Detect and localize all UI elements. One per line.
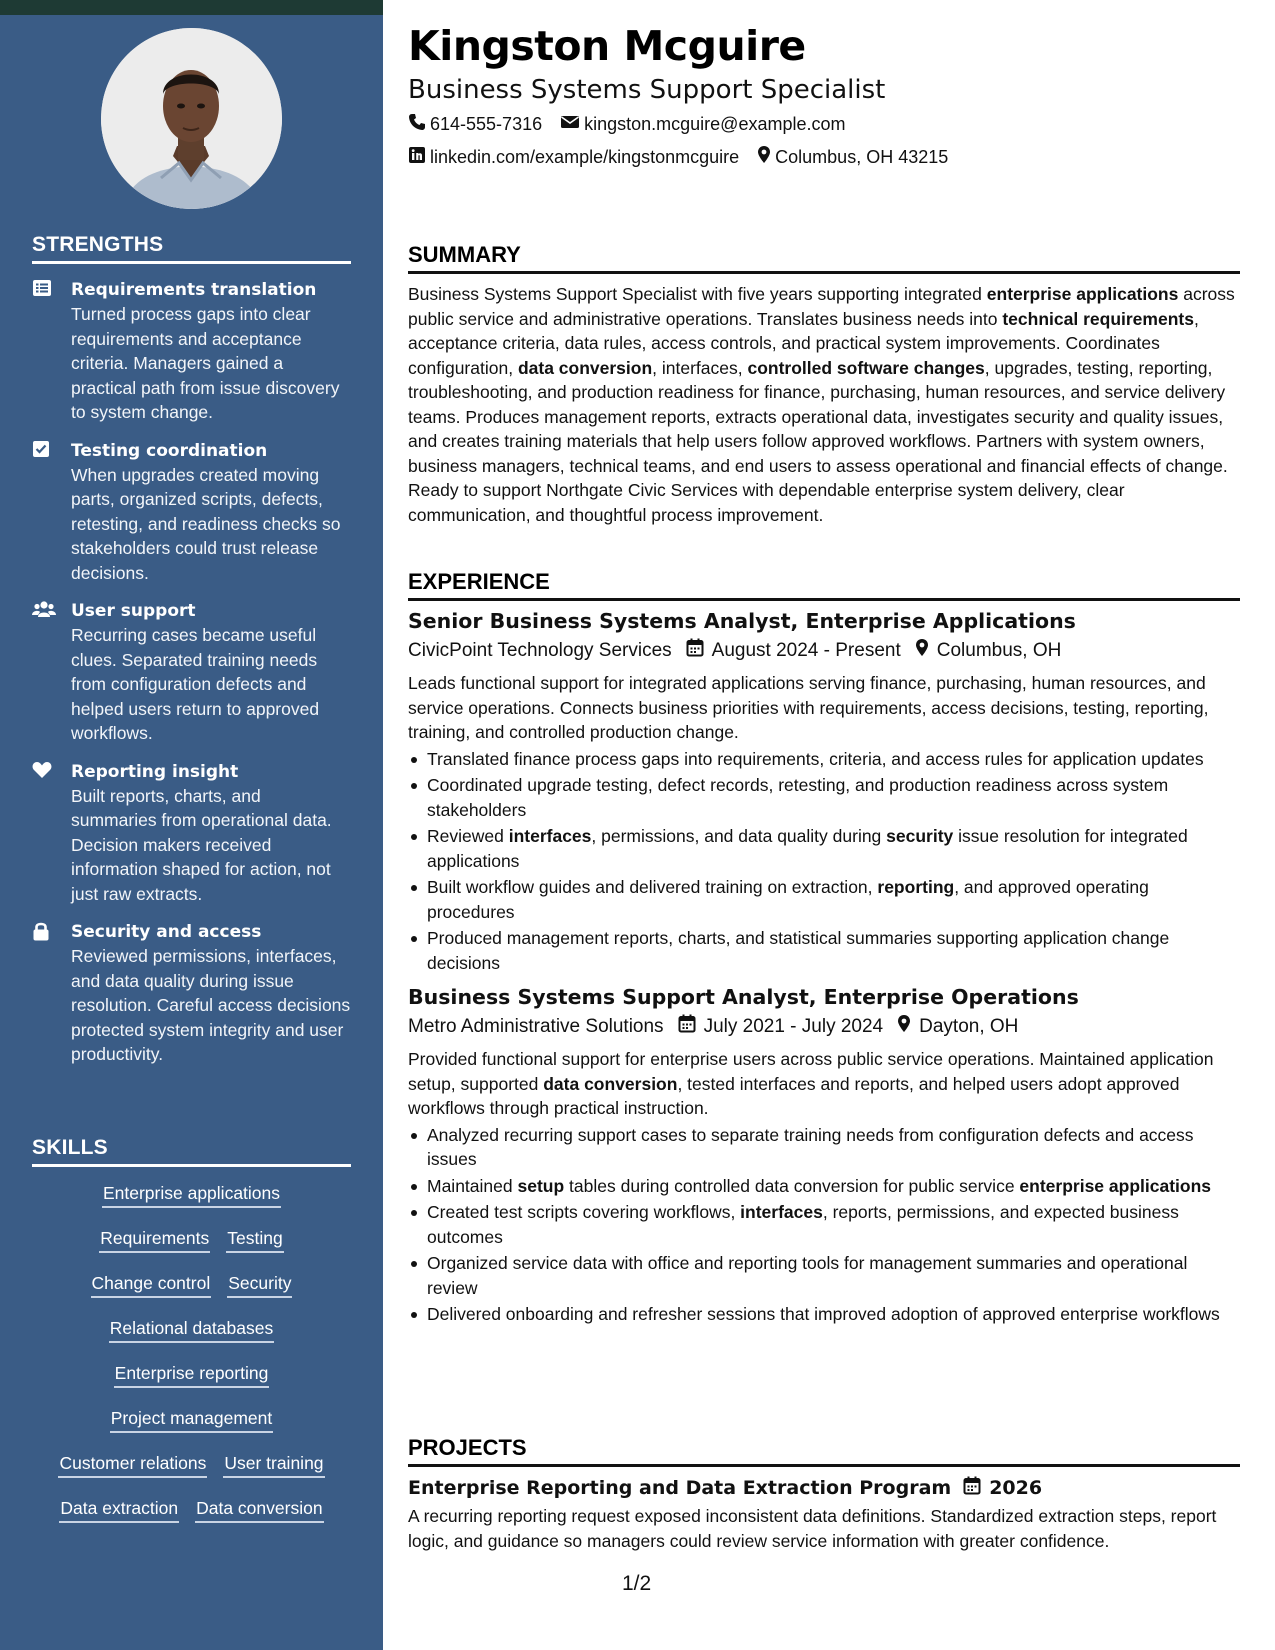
- bullet-item: [408, 1123, 1240, 1172]
- job-location: Dayton, OH: [919, 1015, 1019, 1037]
- skill-tag: Enterprise applications: [102, 1181, 281, 1208]
- strength-item: [32, 599, 351, 746]
- job-entry: [408, 985, 1240, 1327]
- text-segment: Business Systems Support Specialist with five years supporting integrated: [408, 284, 987, 304]
- linkedin-text: linkedin.com/example/kingstonmcguire: [430, 146, 740, 167]
- text-segment: Produced management reports, charts, and statistical summaries supporting application change decisions: [427, 928, 1170, 973]
- skill-tag: Testing: [226, 1226, 283, 1253]
- sidebar: [0, 0, 383, 1650]
- skill-row: [32, 1496, 351, 1541]
- checkbox-icon: [32, 440, 54, 460]
- contact-row-1: [408, 113, 864, 136]
- phone-text: 614-555-7316: [430, 114, 543, 134]
- candidate-name: Kingston Mcguire: [408, 22, 806, 70]
- skill-tag: Data conversion: [195, 1496, 323, 1523]
- experience-section: [408, 569, 1240, 1329]
- skill-tag: Enterprise reporting: [114, 1361, 270, 1388]
- text-segment: Translated finance process gaps into requirements, criteria, and access rules for application updates: [427, 748, 1204, 769]
- text-segment: , permissions, and data quality during: [591, 826, 887, 846]
- map-pin-icon: [915, 638, 937, 663]
- bullet-item: [408, 926, 1240, 975]
- strength-title: Reporting insight: [71, 761, 239, 782]
- text-segment: across public service and administrative operations. Translates business needs into: [408, 284, 1235, 329]
- strength-item: [32, 439, 351, 586]
- skill-tag: Customer relations: [58, 1451, 207, 1478]
- project-desc: A recurring reporting request exposed inconsistent data definitions. Standardized extraction steps, report logic, and guidance so managers could review service information with greater confidence.: [408, 1506, 1217, 1551]
- contact-row-2: [408, 145, 966, 169]
- strength-item: [32, 278, 351, 425]
- bullet-item: [408, 747, 1240, 772]
- job-meta: [408, 1014, 1240, 1039]
- skill-row: [32, 1361, 351, 1406]
- skill-tag: Change control: [91, 1271, 212, 1298]
- skill-tag: Requirements: [99, 1226, 210, 1253]
- skill-tag: Data extraction: [59, 1496, 179, 1523]
- calendar-icon: [678, 1014, 704, 1039]
- text-segment: Provided functional support for enterprise users across public service operations. Maintained application setup, supported: [408, 1049, 1214, 1094]
- job-dates: July 2021 - July 2024: [703, 1015, 884, 1037]
- bullet-item: [408, 1251, 1240, 1300]
- bullet-item: [408, 824, 1240, 873]
- text-segment: , tested interfaces and reports, and helped users adopt approved workflows through practical instruction.: [408, 1073, 1180, 1118]
- text-segment: Reviewed: [427, 826, 509, 846]
- avatar: [101, 28, 282, 209]
- map-pin-icon: [757, 145, 775, 169]
- company-name: Metro Administrative Solutions: [408, 1015, 664, 1037]
- job-entry: [408, 609, 1240, 975]
- calendar-icon: [951, 1476, 989, 1500]
- candidate-title: Business Systems Support Specialist: [408, 75, 886, 105]
- strength-desc: Built reports, charts, and summaries from operational data. Decision makers received information shaped for action, not just raw extracts.: [71, 785, 332, 904]
- strengths-section: [32, 233, 351, 1067]
- bold-keyword: security: [886, 826, 954, 846]
- job-meta: [408, 638, 1240, 663]
- email-text: kingston.mcguire@example.com: [584, 114, 846, 134]
- strengths-heading: STRENGTHS: [32, 233, 351, 264]
- job-location: Columbus, OH: [936, 639, 1062, 661]
- phone-contact: [408, 113, 542, 136]
- calendar-icon: [686, 638, 712, 663]
- profile-photo: [101, 28, 282, 209]
- job-bullets: [408, 1123, 1240, 1327]
- text-segment: , reports, permissions, and expected business outcomes: [427, 1202, 1179, 1247]
- strength-item: [32, 920, 351, 1067]
- strength-title: Requirements translation: [71, 280, 317, 300]
- location-contact: [757, 145, 948, 169]
- bold-keyword: enterprise applications: [986, 284, 1179, 304]
- job-summary: [408, 1047, 1240, 1121]
- skill-row: [32, 1181, 351, 1226]
- text-segment: Built workflow guides and delivered training on extraction,: [427, 877, 878, 897]
- text-segment: Coordinated upgrade testing, defect records, retesting, and production readiness across system stakeholders: [427, 775, 1169, 820]
- location-text: Columbus, OH 43215: [775, 146, 949, 167]
- bullet-item: [408, 773, 1240, 822]
- bold-keyword: data conversion: [543, 1073, 678, 1094]
- job-title: Senior Business Systems Analyst, Enterprise Applications: [408, 609, 1076, 633]
- text-segment: Maintained: [427, 1175, 518, 1196]
- strength-title: User support: [71, 601, 196, 621]
- skill-tag: Relational databases: [109, 1316, 274, 1343]
- job-bullets: [408, 747, 1240, 976]
- bullet-item: [408, 1302, 1240, 1327]
- project-entry: [408, 1476, 1240, 1553]
- text-segment: Analyzed recurring support cases to separate training needs from configuration defects and access issues: [427, 1124, 1194, 1169]
- summary-section: [408, 242, 1240, 527]
- strength-desc: Recurring cases became useful clues. Separated training needs from configuration defects and helped users return to approved workflows.: [71, 625, 320, 743]
- skill-row: [32, 1271, 351, 1316]
- bold-keyword: reporting: [877, 877, 955, 897]
- summary-heading: SUMMARY: [408, 242, 1240, 274]
- lock-icon: [32, 921, 54, 941]
- linkedin-contact[interactable]: [408, 146, 739, 169]
- bold-keyword: setup: [517, 1175, 565, 1196]
- bold-keyword: enterprise applications: [1019, 1175, 1212, 1196]
- skills-list: [32, 1181, 351, 1541]
- text-segment: , acceptance criteria, data rules, access controls, and practical system improvements. Coordinates configuration,: [408, 308, 1199, 378]
- skills-section: [32, 1136, 351, 1541]
- project-title-row: [408, 1476, 1240, 1500]
- strength-desc: Turned process gaps into clear requirements and acceptance criteria. Managers gained a practical path from issue discovery to system change.: [71, 304, 340, 422]
- strength-desc: When upgrades created moving parts, organized scripts, defects, retesting, and readiness checks so stakeholders could trust release decisions.: [71, 464, 341, 583]
- projects-heading: PROJECTS: [408, 1435, 1240, 1467]
- skill-row: [32, 1316, 351, 1361]
- sidebar-top-bar: [0, 0, 383, 15]
- project-title: Enterprise Reporting and Data Extraction Program: [408, 1477, 952, 1499]
- text-segment: , upgrades, testing, reporting, troubleshooting, and production readiness for finance, purchasing, human resources, and service delivery teams. Produces management reports, extracts operational data, investigates security and quality issues, and creates training materials that help users follow approved workflows. Partners with system owners, business managers, technical teams, and end users to assess operational and financial effects of change. Ready to support Northgate Civic Services with dependable enterprise system delivery, clear communication, and thoughtful process improvement.: [408, 357, 1228, 525]
- summary-text: [408, 282, 1240, 527]
- bold-keyword: interfaces: [508, 826, 592, 846]
- page-number: 1/2: [622, 1572, 652, 1595]
- job-title: Business Systems Support Analyst, Enterprise Operations: [408, 985, 1079, 1009]
- job-dates: August 2024 - Present: [711, 639, 901, 661]
- skill-tag: User training: [223, 1451, 324, 1478]
- skill-row: [32, 1451, 351, 1496]
- project-year: 2026: [989, 1477, 1043, 1499]
- text-segment: Organized service data with office and reporting tools for management summaries and operational review: [427, 1253, 1188, 1298]
- bullet-item: [408, 1200, 1240, 1249]
- linkedin-icon: [408, 146, 430, 169]
- strength-desc: Reviewed permissions, interfaces, and data quality during issue resolution. Careful access decisions protected system integrity and user productivity.: [71, 946, 351, 1064]
- skill-row: [32, 1406, 351, 1451]
- skill-row: [32, 1226, 351, 1271]
- list-icon: [32, 279, 54, 299]
- strength-item: [32, 760, 351, 907]
- strength-title: Security and access: [71, 922, 262, 942]
- bold-keyword: data conversion: [517, 357, 653, 378]
- skill-tag: Project management: [110, 1406, 273, 1433]
- phone-icon: [408, 113, 430, 136]
- text-segment: , interfaces,: [652, 357, 748, 378]
- projects-section: [408, 1435, 1240, 1553]
- job-summary: [408, 671, 1240, 745]
- text-segment: , and approved operating procedures: [427, 877, 1149, 922]
- company-name: CivicPoint Technology Services: [408, 639, 672, 661]
- skill-tag: Security: [227, 1271, 292, 1298]
- bullet-item: [408, 875, 1240, 924]
- bold-keyword: technical requirements: [1002, 308, 1194, 329]
- heart-icon: [32, 761, 54, 781]
- text-segment: issue resolution for integrated applications: [427, 826, 1188, 871]
- skills-heading: SKILLS: [32, 1136, 351, 1167]
- map-pin-icon: [897, 1014, 919, 1039]
- envelope-icon: [560, 114, 584, 135]
- users-icon: [32, 600, 54, 620]
- strength-title: Testing coordination: [71, 440, 268, 461]
- bullet-item: [408, 1174, 1240, 1199]
- experience-heading: EXPERIENCE: [408, 569, 1240, 601]
- text-segment: tables during controlled data conversion for public service: [564, 1175, 1020, 1196]
- bold-keyword: interfaces: [740, 1202, 823, 1222]
- text-segment: Delivered onboarding and refresher sessions that improved adoption of approved enterprise workflows: [427, 1304, 1220, 1324]
- text-segment: Leads functional support for integrated applications serving finance, purchasing, human resources, and service operations. Connects business priorities with requirements, access decisions, testing, reporting, training, and controlled production change.: [408, 673, 1209, 742]
- bold-keyword: controlled software changes: [747, 357, 985, 378]
- email-contact[interactable]: [560, 114, 845, 135]
- text-segment: Created test scripts covering workflows,: [427, 1202, 741, 1222]
